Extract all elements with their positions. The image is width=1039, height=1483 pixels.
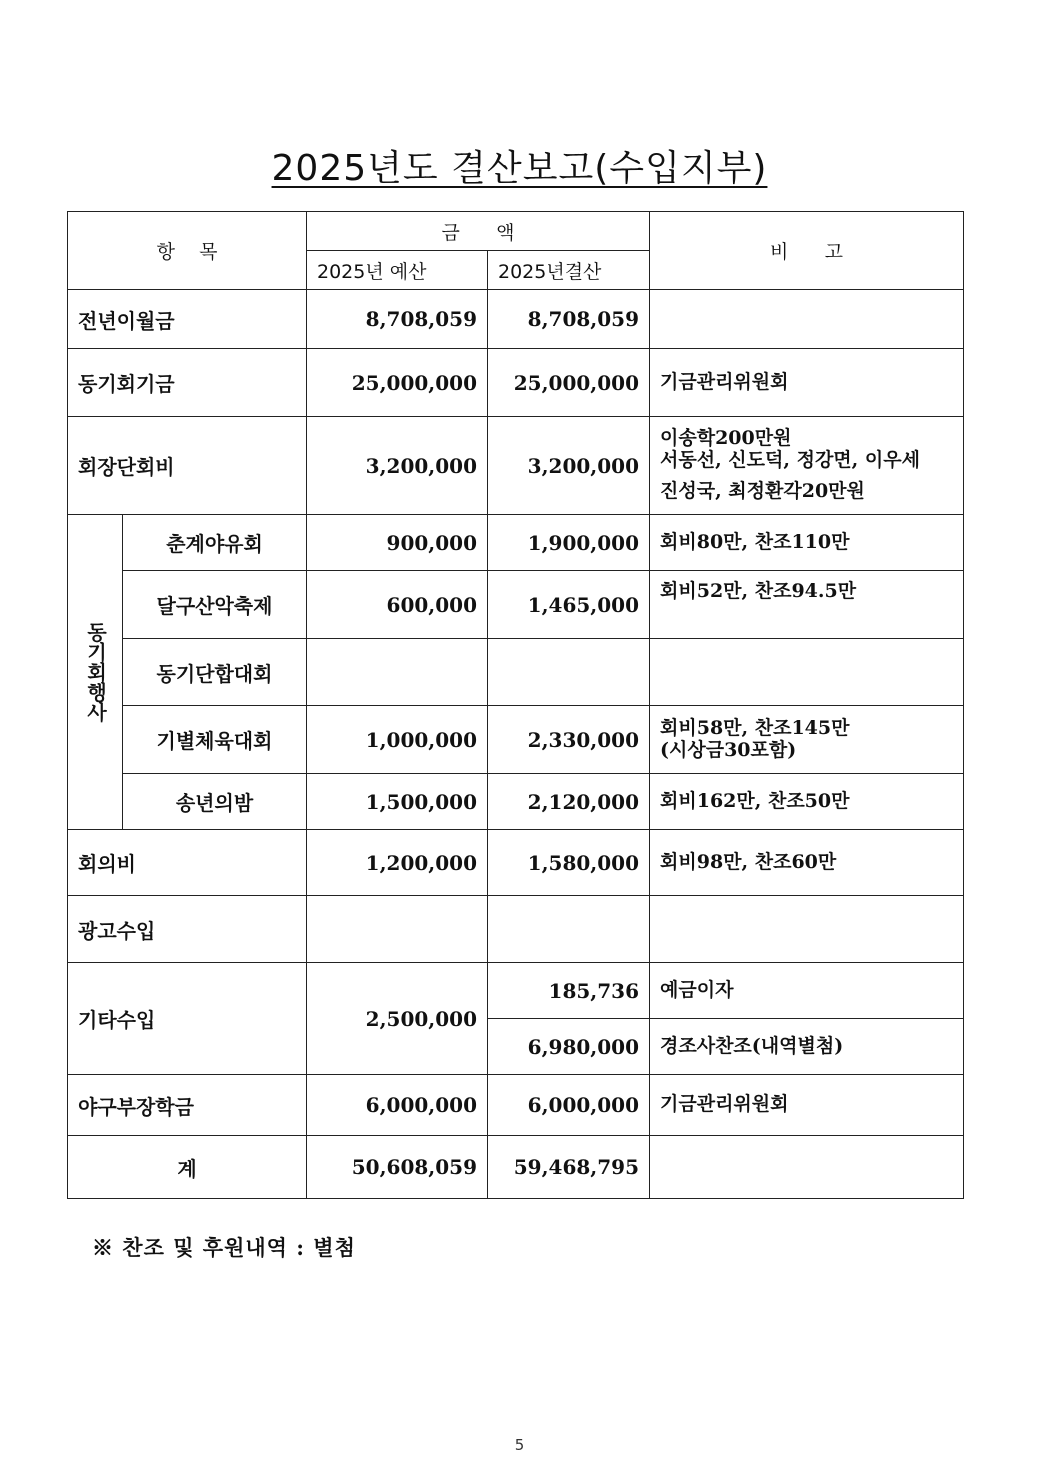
note-cell (650, 639, 964, 706)
table-row (68, 290, 964, 349)
budget-cell: 25,000,000 (307, 349, 488, 417)
note-line: 이송학200만원 (660, 426, 792, 449)
budget-cell: 8,708,059 (307, 290, 488, 349)
table-row (68, 417, 964, 515)
header-budget: 2025년 예산 (307, 251, 488, 290)
actual-cell: 6,980,000 (488, 1019, 650, 1075)
note-cell: 회비162만, 찬조50만 (650, 774, 964, 830)
item-cell: 기별체육대회 (123, 706, 307, 774)
table-row (68, 515, 964, 571)
note-cell: 기금관리위원회 (650, 1075, 964, 1136)
table-row (68, 896, 964, 963)
item-cell: 광고수입 (68, 896, 307, 963)
note-cell: 예금이자 (650, 963, 964, 1019)
table-row (68, 349, 964, 417)
header-note: 비 고 (650, 212, 964, 290)
budget-cell: 1,000,000 (307, 706, 488, 774)
budget-cell (307, 896, 488, 963)
note-cell (650, 706, 964, 774)
note-line: 진성국, 최정환각20만원 (660, 480, 865, 503)
budget-cell (307, 639, 488, 706)
item-cell: 전년이월금 (68, 290, 307, 349)
actual-cell: 6,000,000 (488, 1075, 650, 1136)
budget-cell: 6,000,000 (307, 1075, 488, 1136)
budget-cell: 3,200,000 (307, 417, 488, 515)
budget-cell: 2,500,000 (307, 963, 488, 1075)
actual-cell (488, 896, 650, 963)
table-row (68, 571, 964, 639)
footnote: ※ 찬조 및 후원내역 : 별첨 (92, 1235, 356, 1260)
note-cell (650, 290, 964, 349)
header-amount: 금 액 (307, 212, 650, 251)
item-cell: 기타수입 (68, 963, 307, 1075)
actual-cell (488, 639, 650, 706)
actual-cell: 2,330,000 (488, 706, 650, 774)
note-cell (650, 417, 964, 515)
item-cell: 달구산악축제 (123, 571, 307, 639)
actual-cell: 8,708,059 (488, 290, 650, 349)
actual-cell: 1,900,000 (488, 515, 650, 571)
title-text: 2025년도 결산보고(수입지부) (271, 148, 768, 189)
actual-cell: 185,736 (488, 963, 650, 1019)
total-budget: 50,608,059 (307, 1136, 488, 1199)
note-cell: 회비52만, 찬조94.5만 (650, 571, 964, 639)
page-number: 5 (514, 1436, 525, 1454)
note-cell (650, 896, 964, 963)
total-note (650, 1136, 964, 1199)
actual-cell: 3,200,000 (488, 417, 650, 515)
budget-cell: 900,000 (307, 515, 488, 571)
note-line: (시상금30포함) (660, 738, 797, 761)
item-cell: 춘계야유회 (123, 515, 307, 571)
table-row (68, 830, 964, 896)
total-actual: 59,468,795 (488, 1136, 650, 1199)
table-row (68, 639, 964, 706)
item-cell: 송년의밤 (123, 774, 307, 830)
total-row (68, 1136, 964, 1199)
budget-cell: 600,000 (307, 571, 488, 639)
page-title (0, 140, 1039, 191)
table-row (68, 774, 964, 830)
group-label: 동기회행사 (68, 515, 123, 830)
table-row (68, 1075, 964, 1136)
item-cell: 동기단합대회 (123, 639, 307, 706)
note-cell: 경조사찬조(내역별첨) (650, 1019, 964, 1075)
note-cell: 기금관리위원회 (650, 349, 964, 417)
actual-cell: 1,580,000 (488, 830, 650, 896)
item-cell: 회의비 (68, 830, 307, 896)
item-cell: 야구부장학금 (68, 1075, 307, 1136)
income-table (67, 211, 964, 1199)
note-line: 회비58만, 찬조145만 (660, 716, 850, 739)
budget-cell: 1,200,000 (307, 830, 488, 896)
header-item: 항 목 (68, 212, 307, 290)
table-row (68, 963, 964, 1019)
item-cell: 동기회기금 (68, 349, 307, 417)
item-cell: 회장단회비 (68, 417, 307, 515)
actual-cell: 2,120,000 (488, 774, 650, 830)
table-row (68, 706, 964, 774)
note-cell: 회비98만, 찬조60만 (650, 830, 964, 896)
total-label: 계 (68, 1136, 307, 1199)
note-line: 서동선, 신도덕, 정강면, 이우세 (660, 448, 920, 471)
actual-cell: 1,465,000 (488, 571, 650, 639)
actual-cell: 25,000,000 (488, 349, 650, 417)
note-cell: 회비80만, 찬조110만 (650, 515, 964, 571)
budget-cell: 1,500,000 (307, 774, 488, 830)
header-actual: 2025년결산 (488, 251, 650, 290)
